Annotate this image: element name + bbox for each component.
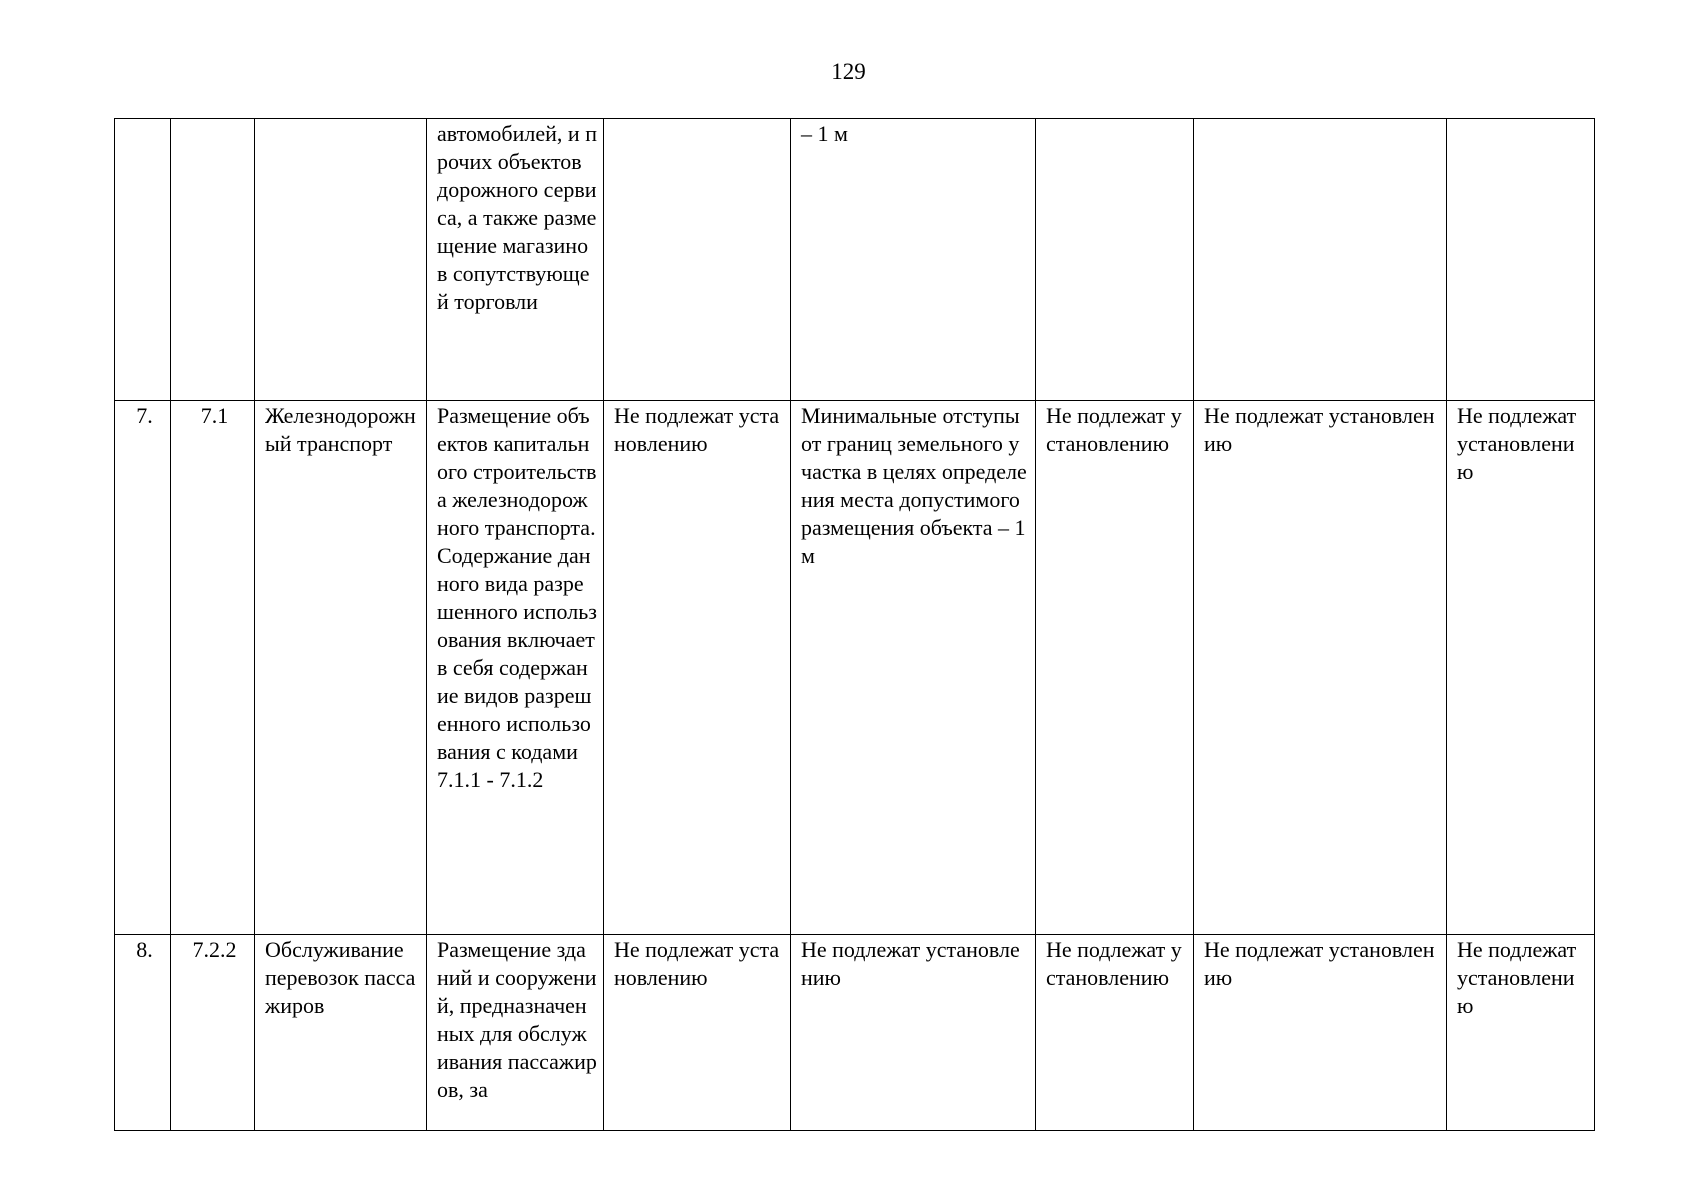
parameter-cell (604, 119, 791, 401)
table-row (115, 119, 1595, 401)
parameter-cell: Не подлежат установлению (1036, 935, 1194, 1131)
use-name-cell (255, 119, 427, 401)
parameter-cell: Не подлежат установлению (1447, 935, 1595, 1131)
parameter-cell: Не подлежат установлению (1194, 935, 1447, 1131)
setback-cell: – 1 м (791, 119, 1036, 401)
parameter-cell (1447, 119, 1595, 401)
page-number: 129 (831, 59, 866, 84)
parameter-cell: Не подлежат установлению (1194, 401, 1447, 935)
regulations-table (114, 118, 1595, 1131)
row-number-cell: 8. (115, 935, 171, 1131)
use-name-cell: Обслуживание перевозок пассажиров (255, 935, 427, 1131)
table-row (115, 935, 1595, 1131)
description-cell: Размещение зданий и сооружений, предназначенных для обслуживания пассажиров, за (427, 935, 604, 1131)
parameter-cell: Не подлежат установлению (604, 401, 791, 935)
row-number-cell (115, 119, 171, 401)
parameter-cell: Не подлежат установлению (1036, 401, 1194, 935)
parameter-cell: Не подлежат установлению (604, 935, 791, 1131)
parameter-cell: Не подлежат установлению (1447, 401, 1595, 935)
description-cell: Размещение объектов капитального строительства железнодорожного транспорта. Содержание данного вида разрешенного использования включает в себя содержание видов разрешенного использования с кодами 7.1.1 - 7.1.2 (427, 401, 604, 935)
use-name-cell: Железнодорожный транспорт (255, 401, 427, 935)
table-row (115, 401, 1595, 935)
description-cell: автомобилей, и прочих объектов дорожного сервиса, а также размещение магазинов сопутствующей торговли (427, 119, 604, 401)
code-cell (171, 119, 255, 401)
parameter-cell (1036, 119, 1194, 401)
row-number-cell: 7. (115, 401, 171, 935)
parameter-cell (1194, 119, 1447, 401)
setback-cell: Минимальные отступы от границ земельного участка в целях определения места допустимого размещения объекта – 1 м (791, 401, 1036, 935)
code-cell: 7.1 (171, 401, 255, 935)
setback-cell: Не подлежат установлению (791, 935, 1036, 1131)
code-cell: 7.2.2 (171, 935, 255, 1131)
